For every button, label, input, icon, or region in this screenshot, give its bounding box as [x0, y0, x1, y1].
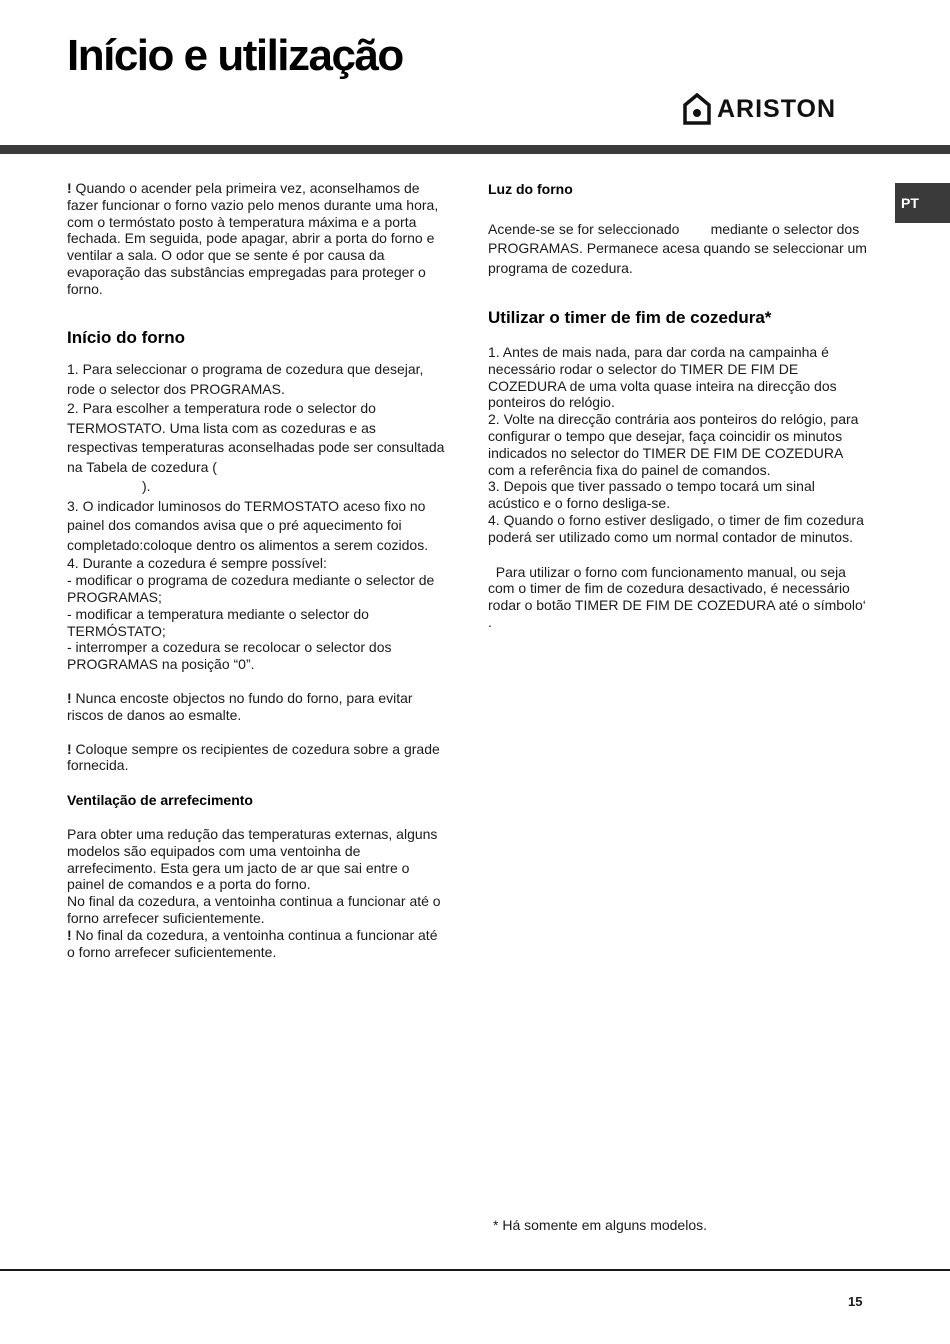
- inicio-steps: [67, 360, 447, 555]
- section-heading-luz: Luz do forno: [488, 181, 573, 197]
- warning-paragraph: ! Nunca encoste objectos no fundo do forno, para evitar riscos de danos ao esmalte.: [67, 689, 413, 723]
- timer-step-4: 4. Quando o forno estiver desligado, o timer de fim cozedura poderá ser utilizado como um normal contador de minutos.: [488, 512, 864, 545]
- section-heading-timer: Utilizar o timer de fim de cozedura*: [488, 308, 772, 328]
- timer-step-2: 2. Volte na direcção contrária aos ponteiros do relógio, para configurar o tempo que desejar, faça coincidir os minutos indicados no selector do TIMER DE FIM DE COZEDURA com a referência fixa do painel de comandos.: [488, 411, 859, 478]
- ventilation-warning: ! No final da cozedura, a ventoinha continua a funcionar até o forno arrefecer suficientemente.: [67, 926, 438, 960]
- step-2: 2. Para escolher a temperatura rode o selector do TERMOSTATO. Uma lista com as cozeduras e as respectivas temperaturas aconselhadas pode ser consultada na Tabela de cozedura ( ).: [67, 400, 445, 495]
- timer-manual-note: Para utilizar o forno com funcionamento manual, ou seja com o timer de fim de cozedura desactivado, é necessário rodar o botão TIMER DE FIM DE COZEDURA até o símbolo‘ .: [488, 563, 882, 631]
- footnote: * Há somente em alguns modelos.: [493, 1217, 707, 1233]
- section-heading-inicio: Início do forno: [67, 327, 186, 347]
- step-4: 4. Durante a cozedura é sempre possível:: [67, 555, 327, 572]
- section-heading-ventilacao: Ventilação de arrefecimento: [67, 792, 253, 809]
- step-3: 3. O indicador luminosos do TERMOSTATO aceso fixo no painel dos comandos avisa que o pré aquecimento foi completado:coloque dentro os alimentos a serem cozidos.: [67, 497, 429, 553]
- timer-steps: [488, 344, 868, 546]
- intro-paragraph: ! Quando o acender pela primeira vez, aconselhamos de fazer funcionar o forno vazio pelo menos durante uma hora, com o termóstato posto à temperatura máxima e a porta fechada. Em seguida, pode apagar, abrir a porta do forno e ventilar a sala. O odor que se sente é por causa da evaporação das substâncias empregadas para proteger o forno.: [67, 180, 439, 297]
- timer-step-1: 1. Antes de mais nada, para dar corda na campainha é necessário rodar o selector do TIMER DE FIM DE COZEDURA de uma volta quase inteira na direcção dos ponteiros do relógio.: [488, 344, 837, 411]
- language-tab: PT: [895, 183, 950, 223]
- step-4-option: - modificar a temperatura mediante o selector do TERMÓSTATO;: [67, 605, 369, 639]
- ventilation-paragraph: No final da cozedura, a ventoinha continua a funcionar até o forno arrefecer suficientemente.: [67, 893, 441, 926]
- left-column: [67, 180, 447, 960]
- footer-rule: [0, 1269, 950, 1271]
- ventilation-paragraph: Para obter uma redução das temperaturas externas, alguns modelos são equipados com uma ventoinha de arrefecimento. Esta gera um jacto de ar que sai entre o painel de comandos e a porta do forno.: [67, 825, 438, 893]
- brand-logo: [683, 92, 836, 126]
- brand-name: ARISTON: [717, 94, 837, 123]
- warning-mark: !: [67, 180, 72, 196]
- right-column: [488, 180, 882, 631]
- page-title: Início e utilização: [67, 31, 403, 80]
- page-number: 15: [848, 1294, 863, 1309]
- step-1: 1. Para seleccionar o programa de cozedura que desejar, rode o selector dos PROGRAMAS.: [67, 361, 424, 397]
- step-4-option: - interromper a cozedura se recolocar o selector dos PROGRAMAS na posição “0”.: [67, 639, 392, 673]
- house-logo-icon: [683, 93, 711, 125]
- light-paragraph: Acende-se se for seleccionado mediante o selector dos PROGRAMAS. Permanece acesa quando se seleccionar um programa de cozedura.: [488, 220, 871, 276]
- warning-paragraph: ! Coloque sempre os recipientes de cozedura sobre a grade fornecida.: [67, 740, 440, 774]
- step-4-option: - modificar o programa de cozedura mediante o selector de PROGRAMAS;: [67, 572, 435, 605]
- header-rule: [0, 145, 950, 154]
- timer-step-3: 3. Depois que tiver passado o tempo tocará um sinal acústico e o forno desliga-se.: [488, 478, 815, 512]
